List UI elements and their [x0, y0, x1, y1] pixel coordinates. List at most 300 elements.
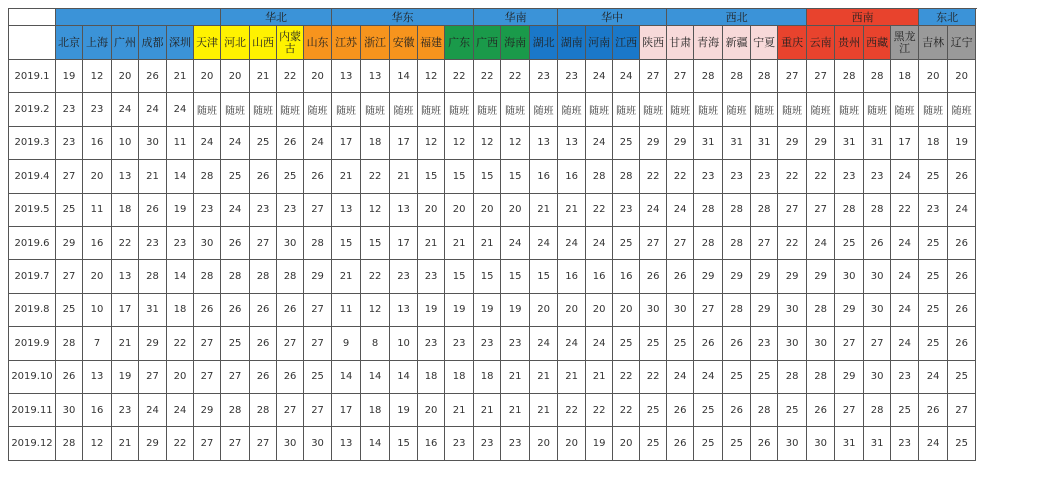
value-cell: 21: [332, 260, 361, 293]
province-header: 陕西: [640, 26, 667, 60]
province-header: 青海: [694, 26, 723, 60]
value-cell: 20: [445, 193, 474, 226]
province-header: 西藏: [864, 26, 891, 60]
value-cell: 14: [167, 160, 194, 193]
value-cell: 25: [778, 393, 807, 426]
value-cell: 22: [445, 60, 474, 93]
value-cell: 15: [530, 260, 558, 293]
table-row: [9, 60, 976, 93]
value-cell: 20: [474, 193, 501, 226]
value-cell: 26: [948, 160, 976, 193]
value-cell: 23: [751, 160, 778, 193]
value-cell: 24: [167, 393, 194, 426]
value-cell: 14: [390, 60, 418, 93]
value-cell: 22: [778, 160, 807, 193]
value-cell: 29: [807, 260, 835, 293]
value-cell: 31: [723, 126, 751, 159]
province-header: 江西: [613, 26, 640, 60]
value-cell: 28: [221, 260, 250, 293]
province-header: 黑龙江: [891, 26, 919, 60]
value-cell: 28: [56, 327, 83, 360]
value-cell: 23: [891, 427, 919, 460]
value-cell: 30: [277, 427, 304, 460]
table-row: [9, 226, 976, 259]
value-cell: 22: [891, 193, 919, 226]
month-cell: 2019.9: [9, 327, 56, 360]
province-header: 浙江: [361, 26, 390, 60]
value-cell: 26: [723, 393, 751, 426]
value-cell: 26: [250, 160, 277, 193]
value-cell: 22: [640, 160, 667, 193]
table-row: [9, 327, 976, 360]
table-row: [9, 93, 976, 126]
province-header: 河北: [221, 26, 250, 60]
value-cell: 24: [586, 60, 613, 93]
province-header: 福建: [418, 26, 445, 60]
value-cell: 25: [613, 126, 640, 159]
value-cell: 13: [83, 360, 112, 393]
value-cell: 22: [167, 427, 194, 460]
province-header: 深圳: [167, 26, 194, 60]
value-cell: 26: [250, 293, 277, 326]
value-cell: 15: [474, 260, 501, 293]
value-cell: 23: [751, 327, 778, 360]
value-cell: 26: [250, 327, 277, 360]
value-cell: 27: [221, 427, 250, 460]
value-cell: 25: [667, 327, 694, 360]
value-cell: 13: [390, 293, 418, 326]
value-cell: 12: [418, 60, 445, 93]
value-cell: 20: [530, 293, 558, 326]
value-cell: 28: [835, 60, 864, 93]
value-cell: 26: [221, 226, 250, 259]
value-cell: 31: [694, 126, 723, 159]
value-cell: 23: [112, 393, 139, 426]
value-cell: 随班: [919, 93, 948, 126]
value-cell: 28: [864, 193, 891, 226]
province-header: 甘肃: [667, 26, 694, 60]
value-cell: 25: [835, 226, 864, 259]
value-cell: 23: [445, 427, 474, 460]
value-cell: 28: [807, 360, 835, 393]
value-cell: 22: [586, 393, 613, 426]
region-header: 西南: [807, 9, 919, 26]
value-cell: 19: [501, 293, 530, 326]
value-cell: 27: [194, 327, 221, 360]
value-cell: 16: [418, 427, 445, 460]
value-cell: 随班: [723, 93, 751, 126]
value-cell: 24: [501, 226, 530, 259]
value-cell: 22: [640, 360, 667, 393]
value-cell: 18: [919, 126, 948, 159]
value-cell: 21: [558, 360, 586, 393]
value-cell: 22: [613, 360, 640, 393]
value-cell: 随班: [304, 93, 332, 126]
value-cell: 26: [667, 427, 694, 460]
value-cell: 26: [948, 327, 976, 360]
value-cell: 25: [751, 360, 778, 393]
value-cell: 27: [640, 60, 667, 93]
value-cell: 22: [112, 226, 139, 259]
value-cell: 24: [139, 393, 167, 426]
value-cell: 17: [390, 126, 418, 159]
value-cell: 20: [613, 427, 640, 460]
value-cell: 9: [332, 327, 361, 360]
value-cell: 随班: [778, 93, 807, 126]
value-cell: 25: [694, 393, 723, 426]
region-header: 东北: [919, 9, 976, 26]
value-cell: 28: [723, 226, 751, 259]
table-row: [9, 393, 976, 426]
value-cell: 17: [390, 226, 418, 259]
value-cell: 22: [277, 60, 304, 93]
table-row: [9, 160, 976, 193]
value-cell: 14: [167, 260, 194, 293]
value-cell: 25: [891, 393, 919, 426]
value-cell: 28: [864, 393, 891, 426]
value-cell: 31: [751, 126, 778, 159]
value-cell: 27: [948, 393, 976, 426]
value-cell: 27: [667, 60, 694, 93]
value-cell: 30: [807, 427, 835, 460]
value-cell: 24: [948, 193, 976, 226]
value-cell: 24: [304, 126, 332, 159]
value-cell: 20: [167, 360, 194, 393]
value-cell: 26: [221, 293, 250, 326]
province-header: 新疆: [723, 26, 751, 60]
value-cell: 14: [361, 360, 390, 393]
value-cell: 27: [304, 193, 332, 226]
value-cell: 23: [277, 193, 304, 226]
value-cell: 25: [640, 427, 667, 460]
value-cell: 23: [501, 427, 530, 460]
value-cell: 17: [112, 293, 139, 326]
value-cell: 28: [864, 60, 891, 93]
value-cell: 22: [167, 327, 194, 360]
value-cell: 16: [83, 226, 112, 259]
table-row: [9, 427, 976, 460]
value-cell: 27: [250, 226, 277, 259]
value-cell: 22: [586, 193, 613, 226]
value-cell: 25: [723, 360, 751, 393]
value-cell: 25: [640, 393, 667, 426]
province-header: 北京: [56, 26, 83, 60]
value-cell: 27: [778, 193, 807, 226]
value-cell: 27: [778, 60, 807, 93]
value-cell: 随班: [694, 93, 723, 126]
value-cell: 24: [891, 260, 919, 293]
value-cell: 随班: [613, 93, 640, 126]
value-cell: 28: [194, 260, 221, 293]
value-cell: 24: [891, 293, 919, 326]
value-cell: 30: [194, 226, 221, 259]
value-cell: 27: [667, 226, 694, 259]
value-cell: 19: [445, 293, 474, 326]
value-cell: 16: [558, 160, 586, 193]
province-header: 贵州: [835, 26, 864, 60]
value-cell: 28: [835, 193, 864, 226]
value-cell: 23: [139, 226, 167, 259]
value-cell: 24: [586, 327, 613, 360]
value-cell: 17: [332, 126, 361, 159]
value-cell: 27: [56, 260, 83, 293]
value-cell: 24: [891, 327, 919, 360]
table-row: [9, 360, 976, 393]
value-cell: 21: [530, 193, 558, 226]
value-cell: 24: [891, 226, 919, 259]
value-cell: 27: [864, 327, 891, 360]
province-header: 山西: [250, 26, 277, 60]
value-cell: 21: [112, 427, 139, 460]
value-cell: 28: [751, 60, 778, 93]
value-cell: 随班: [221, 93, 250, 126]
region-header: 华中: [558, 9, 667, 26]
value-cell: 21: [530, 360, 558, 393]
value-cell: 8: [361, 327, 390, 360]
value-cell: 30: [667, 293, 694, 326]
value-cell: 随班: [640, 93, 667, 126]
value-cell: 25: [56, 193, 83, 226]
value-cell: 25: [919, 260, 948, 293]
value-cell: 22: [501, 60, 530, 93]
province-header: 内蒙古: [277, 26, 304, 60]
value-cell: 15: [361, 226, 390, 259]
value-cell: 25: [919, 160, 948, 193]
calendar-table-wrap: [8, 8, 976, 461]
value-cell: 23: [694, 160, 723, 193]
value-cell: 22: [361, 160, 390, 193]
value-cell: 20: [194, 60, 221, 93]
value-cell: 随班: [864, 93, 891, 126]
value-cell: 12: [418, 126, 445, 159]
value-cell: 30: [778, 427, 807, 460]
corner-cell: [9, 9, 56, 26]
value-cell: 15: [445, 260, 474, 293]
value-cell: 28: [694, 226, 723, 259]
value-cell: 27: [277, 327, 304, 360]
region-header: 西北: [667, 9, 807, 26]
region-header: 华南: [474, 9, 558, 26]
value-cell: 28: [723, 60, 751, 93]
table-row: [9, 260, 976, 293]
value-cell: 26: [948, 226, 976, 259]
value-cell: 13: [332, 427, 361, 460]
value-cell: 28: [277, 260, 304, 293]
value-cell: 25: [919, 293, 948, 326]
value-cell: 24: [919, 360, 948, 393]
value-cell: 24: [613, 60, 640, 93]
province-header: 河南: [586, 26, 613, 60]
month-cell: 2019.2: [9, 93, 56, 126]
value-cell: 15: [418, 160, 445, 193]
value-cell: 18: [445, 360, 474, 393]
value-cell: 20: [418, 193, 445, 226]
value-cell: 23: [835, 160, 864, 193]
value-cell: 23: [613, 193, 640, 226]
value-cell: 20: [501, 193, 530, 226]
value-cell: 30: [304, 427, 332, 460]
value-cell: 13: [558, 126, 586, 159]
value-cell: 24: [558, 226, 586, 259]
value-cell: 20: [112, 60, 139, 93]
value-cell: 29: [139, 427, 167, 460]
value-cell: 20: [83, 160, 112, 193]
value-cell: 15: [474, 160, 501, 193]
value-cell: 26: [667, 260, 694, 293]
province-header: 天津: [194, 26, 221, 60]
value-cell: 16: [586, 260, 613, 293]
value-cell: 26: [139, 193, 167, 226]
value-cell: 11: [83, 193, 112, 226]
value-cell: 12: [83, 427, 112, 460]
value-cell: 25: [221, 160, 250, 193]
value-cell: 13: [530, 126, 558, 159]
value-cell: 21: [445, 226, 474, 259]
value-cell: 23: [83, 93, 112, 126]
value-cell: 27: [694, 293, 723, 326]
month-cell: 2019.1: [9, 60, 56, 93]
value-cell: 26: [864, 226, 891, 259]
value-cell: 26: [948, 260, 976, 293]
value-cell: 22: [667, 160, 694, 193]
value-cell: 28: [778, 360, 807, 393]
table-row: [9, 126, 976, 159]
value-cell: 23: [445, 327, 474, 360]
value-cell: 27: [640, 226, 667, 259]
value-cell: 23: [250, 193, 277, 226]
month-column-header: [9, 26, 56, 60]
value-cell: 21: [250, 60, 277, 93]
value-cell: 28: [221, 393, 250, 426]
month-cell: 2019.5: [9, 193, 56, 226]
value-cell: 26: [139, 60, 167, 93]
value-cell: 21: [474, 393, 501, 426]
value-cell: 16: [613, 260, 640, 293]
value-cell: 21: [501, 393, 530, 426]
value-cell: 13: [112, 260, 139, 293]
value-cell: 21: [167, 60, 194, 93]
value-cell: 随班: [586, 93, 613, 126]
value-cell: 28: [694, 60, 723, 93]
value-cell: 21: [332, 160, 361, 193]
value-cell: 29: [694, 260, 723, 293]
value-cell: 20: [530, 427, 558, 460]
value-cell: 22: [778, 226, 807, 259]
value-cell: 21: [501, 360, 530, 393]
value-cell: 随班: [891, 93, 919, 126]
value-cell: 19: [167, 193, 194, 226]
value-cell: 24: [807, 226, 835, 259]
value-cell: 22: [613, 393, 640, 426]
value-cell: 16: [558, 260, 586, 293]
value-cell: 22: [807, 160, 835, 193]
value-cell: 25: [640, 327, 667, 360]
value-cell: 15: [332, 226, 361, 259]
value-cell: 23: [167, 226, 194, 259]
province-header: 山东: [304, 26, 332, 60]
value-cell: 随班: [530, 93, 558, 126]
value-cell: 随班: [277, 93, 304, 126]
value-cell: 26: [56, 360, 83, 393]
value-cell: 21: [112, 327, 139, 360]
value-cell: 30: [864, 360, 891, 393]
value-cell: 7: [83, 327, 112, 360]
value-cell: 23: [194, 193, 221, 226]
value-cell: 19: [586, 427, 613, 460]
province-header: 湖南: [558, 26, 586, 60]
value-cell: 29: [194, 393, 221, 426]
value-cell: 12: [474, 126, 501, 159]
value-cell: 20: [613, 293, 640, 326]
value-cell: 17: [891, 126, 919, 159]
value-cell: 19: [390, 393, 418, 426]
value-cell: 15: [390, 427, 418, 460]
value-cell: 24: [558, 327, 586, 360]
value-cell: 26: [723, 327, 751, 360]
value-cell: 随班: [835, 93, 864, 126]
value-cell: 29: [778, 260, 807, 293]
value-cell: 28: [250, 393, 277, 426]
value-cell: 19: [948, 126, 976, 159]
value-cell: 21: [418, 226, 445, 259]
value-cell: 28: [139, 260, 167, 293]
value-cell: 20: [304, 60, 332, 93]
value-cell: 31: [864, 126, 891, 159]
value-cell: 26: [667, 393, 694, 426]
value-cell: 29: [751, 293, 778, 326]
value-cell: 19: [112, 360, 139, 393]
value-cell: 13: [112, 160, 139, 193]
value-cell: 10: [83, 293, 112, 326]
value-cell: 29: [667, 126, 694, 159]
value-cell: 26: [304, 160, 332, 193]
value-cell: 23: [919, 193, 948, 226]
province-header: 重庆: [778, 26, 807, 60]
value-cell: 25: [919, 327, 948, 360]
province-header: 广东: [445, 26, 474, 60]
province-header: 宁夏: [751, 26, 778, 60]
value-cell: 27: [304, 393, 332, 426]
province-header: 广州: [112, 26, 139, 60]
value-cell: 随班: [332, 93, 361, 126]
value-cell: 随班: [418, 93, 445, 126]
value-cell: 16: [83, 393, 112, 426]
value-cell: 13: [361, 60, 390, 93]
value-cell: 21: [558, 193, 586, 226]
value-cell: 22: [474, 60, 501, 93]
value-cell: 15: [445, 160, 474, 193]
value-cell: 26: [694, 327, 723, 360]
value-cell: 23: [390, 260, 418, 293]
value-cell: 27: [807, 60, 835, 93]
value-cell: 16: [83, 126, 112, 159]
value-cell: 23: [864, 160, 891, 193]
value-cell: 12: [361, 293, 390, 326]
value-cell: 23: [474, 427, 501, 460]
value-cell: 28: [807, 293, 835, 326]
value-cell: 23: [891, 360, 919, 393]
value-cell: 26: [919, 393, 948, 426]
region-header: [56, 9, 221, 26]
value-cell: 24: [221, 126, 250, 159]
value-cell: 随班: [751, 93, 778, 126]
province-header: 辽宁: [948, 26, 976, 60]
value-cell: 12: [501, 126, 530, 159]
value-cell: 26: [277, 360, 304, 393]
value-cell: 27: [751, 226, 778, 259]
value-cell: 23: [418, 327, 445, 360]
month-cell: 2019.11: [9, 393, 56, 426]
